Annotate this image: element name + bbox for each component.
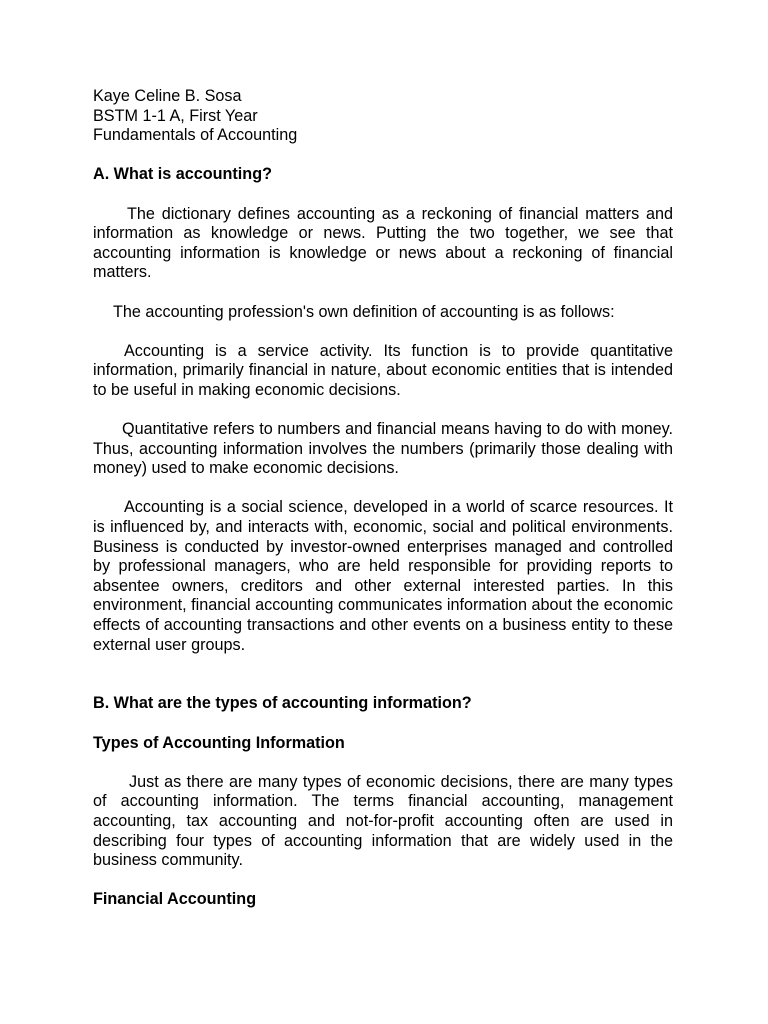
- spacer: [93, 871, 673, 891]
- spacer: [93, 714, 673, 734]
- section-b-subheading-2: Financial Accounting: [93, 890, 257, 909]
- course-info: BSTM 1-1 A, First Year: [93, 106, 258, 125]
- spacer: [93, 479, 673, 499]
- spacer: [93, 753, 673, 773]
- spacer: [93, 185, 673, 205]
- section-b-subheading: Types of Accounting Information: [93, 733, 345, 752]
- spacer: [93, 655, 673, 694]
- spacer: [93, 401, 673, 421]
- section-b-paragraph-1: Just as there are many types of economic decisions, there are many types of accounting information. The terms financial accounting, management accounting, tax accounting and not-for-profit accounting often are used in describing four types of accounting information that are widely used in the business community.: [93, 772, 673, 870]
- section-a-paragraph-5: Accounting is a social science, developed in a world of scarce resources. It is influenced by, and interacts with, economic, social and political environments. Business is conducted by investor-owned enterprises managed and controlled by professional managers, who are held responsible for providing reports to absentee owners, creditors and other external interested parties. In this environment, financial accounting communicates information about the economic effects of accounting transactions and other events on a business entity to these external user groups.: [93, 498, 673, 654]
- section-a-paragraph-1: The dictionary defines accounting as a reckoning of financial matters and information as knowledge or news. Putting the two together, we see that accounting information is knowledge or news about a reckoning of financial matters.: [93, 204, 673, 282]
- section-a-paragraph-3: Accounting is a service activity. Its function is to provide quantitative information, primarily financial in nature, about economic entities that is intended to be useful in making economic decisions.: [93, 341, 673, 399]
- section-a-heading: A. What is accounting?: [93, 165, 272, 184]
- document-page: [93, 87, 673, 910]
- spacer: [93, 322, 673, 342]
- spacer: [93, 283, 673, 303]
- section-a-paragraph-2: The accounting profession's own definition of accounting is as follows:: [113, 302, 615, 321]
- author-name: Kaye Celine B. Sosa: [93, 87, 242, 105]
- section-b-heading: B. What are the types of accounting information?: [93, 694, 472, 713]
- subject-title: Fundamentals of Accounting: [93, 126, 298, 145]
- section-a-paragraph-4: Quantitative refers to numbers and financial means having to do with money. Thus, accounting information involves the numbers (primarily those dealing with money) used to make economic decisions.: [93, 420, 673, 478]
- spacer: [93, 146, 673, 166]
